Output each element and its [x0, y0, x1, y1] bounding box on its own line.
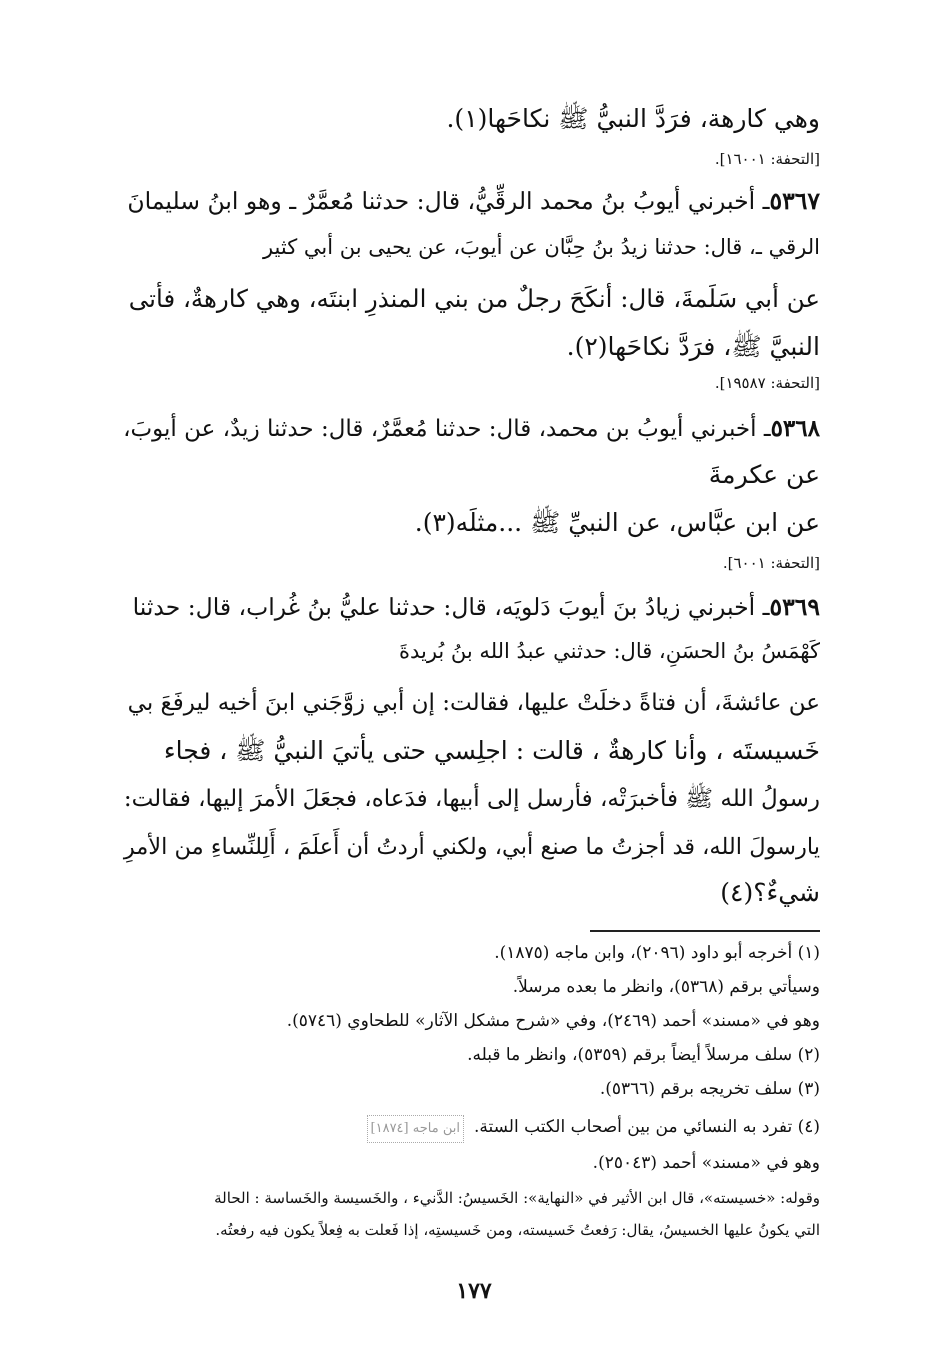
hadith-number: ٥٣٦٨ — [770, 415, 820, 442]
hadith-isnad: ـ أخبرني أيوبُ بن محمد، قال: حدثنا مُعمَّرٌ، قال: حدثنا زيدٌ، عن أيوبَ، — [123, 416, 771, 442]
footnote-3: (٣) سلف تخريجه برقم (٥٣٦٦). — [599, 1079, 820, 1099]
hadith-isnad: ـ أخبرني زيادُ بنَ أيوبَ دَلويَه، قال: حدثنا عليُّ بنُ غُراب، قال: حدثنا — [132, 593, 770, 621]
footnote-2: (٢) سلف مرسلاً أيضاً برقم (٥٣٥٩)، وانظر ما قبله. — [467, 1045, 820, 1065]
footnote-4-cont: وهو في «مسند» أحمد (٢٥٠٤٣). — [592, 1153, 820, 1173]
hadith-isnad: الرقي ـ، قال: حدثنا زيدُ بنُ حِبَّان عن أيوبَ، عن يحيى بن أبي كثير — [262, 235, 820, 259]
text-line: وهي كارهة، فرَدَّ النبيُّ ﷺ نكاحَها(١). — [446, 104, 820, 133]
footnote-1: (١) أخرجه أبو داود (٢٠٩٦)، وابن ماجه (١٨٧٥). — [494, 943, 820, 963]
footnote-4-text: (٤) تفرد به النسائي من بين أصحاب الكتب الستة. — [473, 1117, 820, 1137]
footnote-4 — [367, 1114, 820, 1143]
tuhfa-reference: [التحفة: ٦٠٠١]. — [722, 554, 820, 572]
hadith-matn: رسولُ الله ﷺ فأخبرَتْه، فأرسل إلى أبيها، فدَعاه، فجعَلَ الأمرَ إليها، فقالت: — [123, 786, 820, 812]
footnote-1-cont: وهو في «مسند» أحمد (٢٤٦٩)، وفي «شرح مشكل الآثار» للطحاوي (٥٧٤٦). — [286, 1011, 820, 1031]
tuhfa-reference: [التحفة: ١٩٥٨٧]. — [714, 374, 820, 392]
hadith-matn: النبيَّ ﷺ، فرَدَّ نكاحَها(٢). — [566, 332, 820, 361]
hadith-5367-line — [127, 184, 820, 218]
hadith-5368-line — [123, 412, 820, 446]
hadith-number: ٥٣٦٧ — [769, 187, 820, 215]
hadith-matn: شيءٌ؟(٤) — [720, 878, 820, 907]
hadith-matn: عن أبي سَلَمةَ، قال: أنكَحَ رجلٌ من بني المنذرِ ابنتَه، وهي كارهةٌ، فأتى — [128, 284, 820, 313]
hadith-matn: عن عائشةَ، أن فتاةً دخلَتْ عليها، فقالت: إن أبي زوَّجَني ابنَ أخيه ليرفَعَ بي — [127, 690, 820, 716]
hadith-matn: عن ابن عبَّاس، عن النبيِّ ﷺ ...مثلَه(٣). — [414, 508, 820, 537]
handwritten-annotation: ابن ماجه [١٨٧٤] — [367, 1115, 464, 1143]
tuhfa-reference: [التحفة: ١٦٠٠١]. — [714, 150, 820, 168]
hadith-number: ٥٣٦٩ — [769, 593, 820, 621]
hadith-matn: خَسيستَه ، وأنا كارهةٌ ، قالت : اجلِسي حتى يأتيَ النبيُّ ﷺ ، فجاء — [163, 736, 820, 765]
hadith-matn: يارسولَ الله، قد أجزتُ ما صنع أبي، ولكني أردتُ أن أَعلَمَ ، أَلِلنِّساءِ من الأمرِ — [123, 834, 820, 860]
page-number: ١٧٧ — [456, 1278, 492, 1304]
hadith-5369-line — [133, 590, 820, 624]
gloss-line: وقوله: «خسيسته»، قال ابن الأثير في «النهاية»: الخَسيسُ: الدَّنيء ، والخَسيسة والخَساسة : الحالة — [214, 1189, 820, 1207]
hadith-isnad: كَهْمَسُ بنُ الحسَنِ، قال: حدثني عبدُ الله بنُ بُريدةَ — [398, 639, 820, 663]
footnote-divider — [590, 930, 820, 932]
footnote-1-cont: وسيأتي برقم (٥٣٦٨)، وانظر ما بعده مرسلاً. — [512, 977, 820, 997]
hadith-isnad: ـ أخبرني أيوبُ بنُ محمد الرقِّيُّ، قال: حدثنا مُعمَّرٌ ـ وهو ابنُ سليمانَ — [127, 187, 770, 215]
gloss-line: التي يكونُ عليها الخسيسُ، يقال: رَفعتُ خَسيسته، ومن خَسيستِه، إذا فَعلت به فِعلاً يكون فيه رفعتُه. — [215, 1221, 820, 1239]
hadith-isnad: عن عكرمةَ — [708, 460, 820, 489]
